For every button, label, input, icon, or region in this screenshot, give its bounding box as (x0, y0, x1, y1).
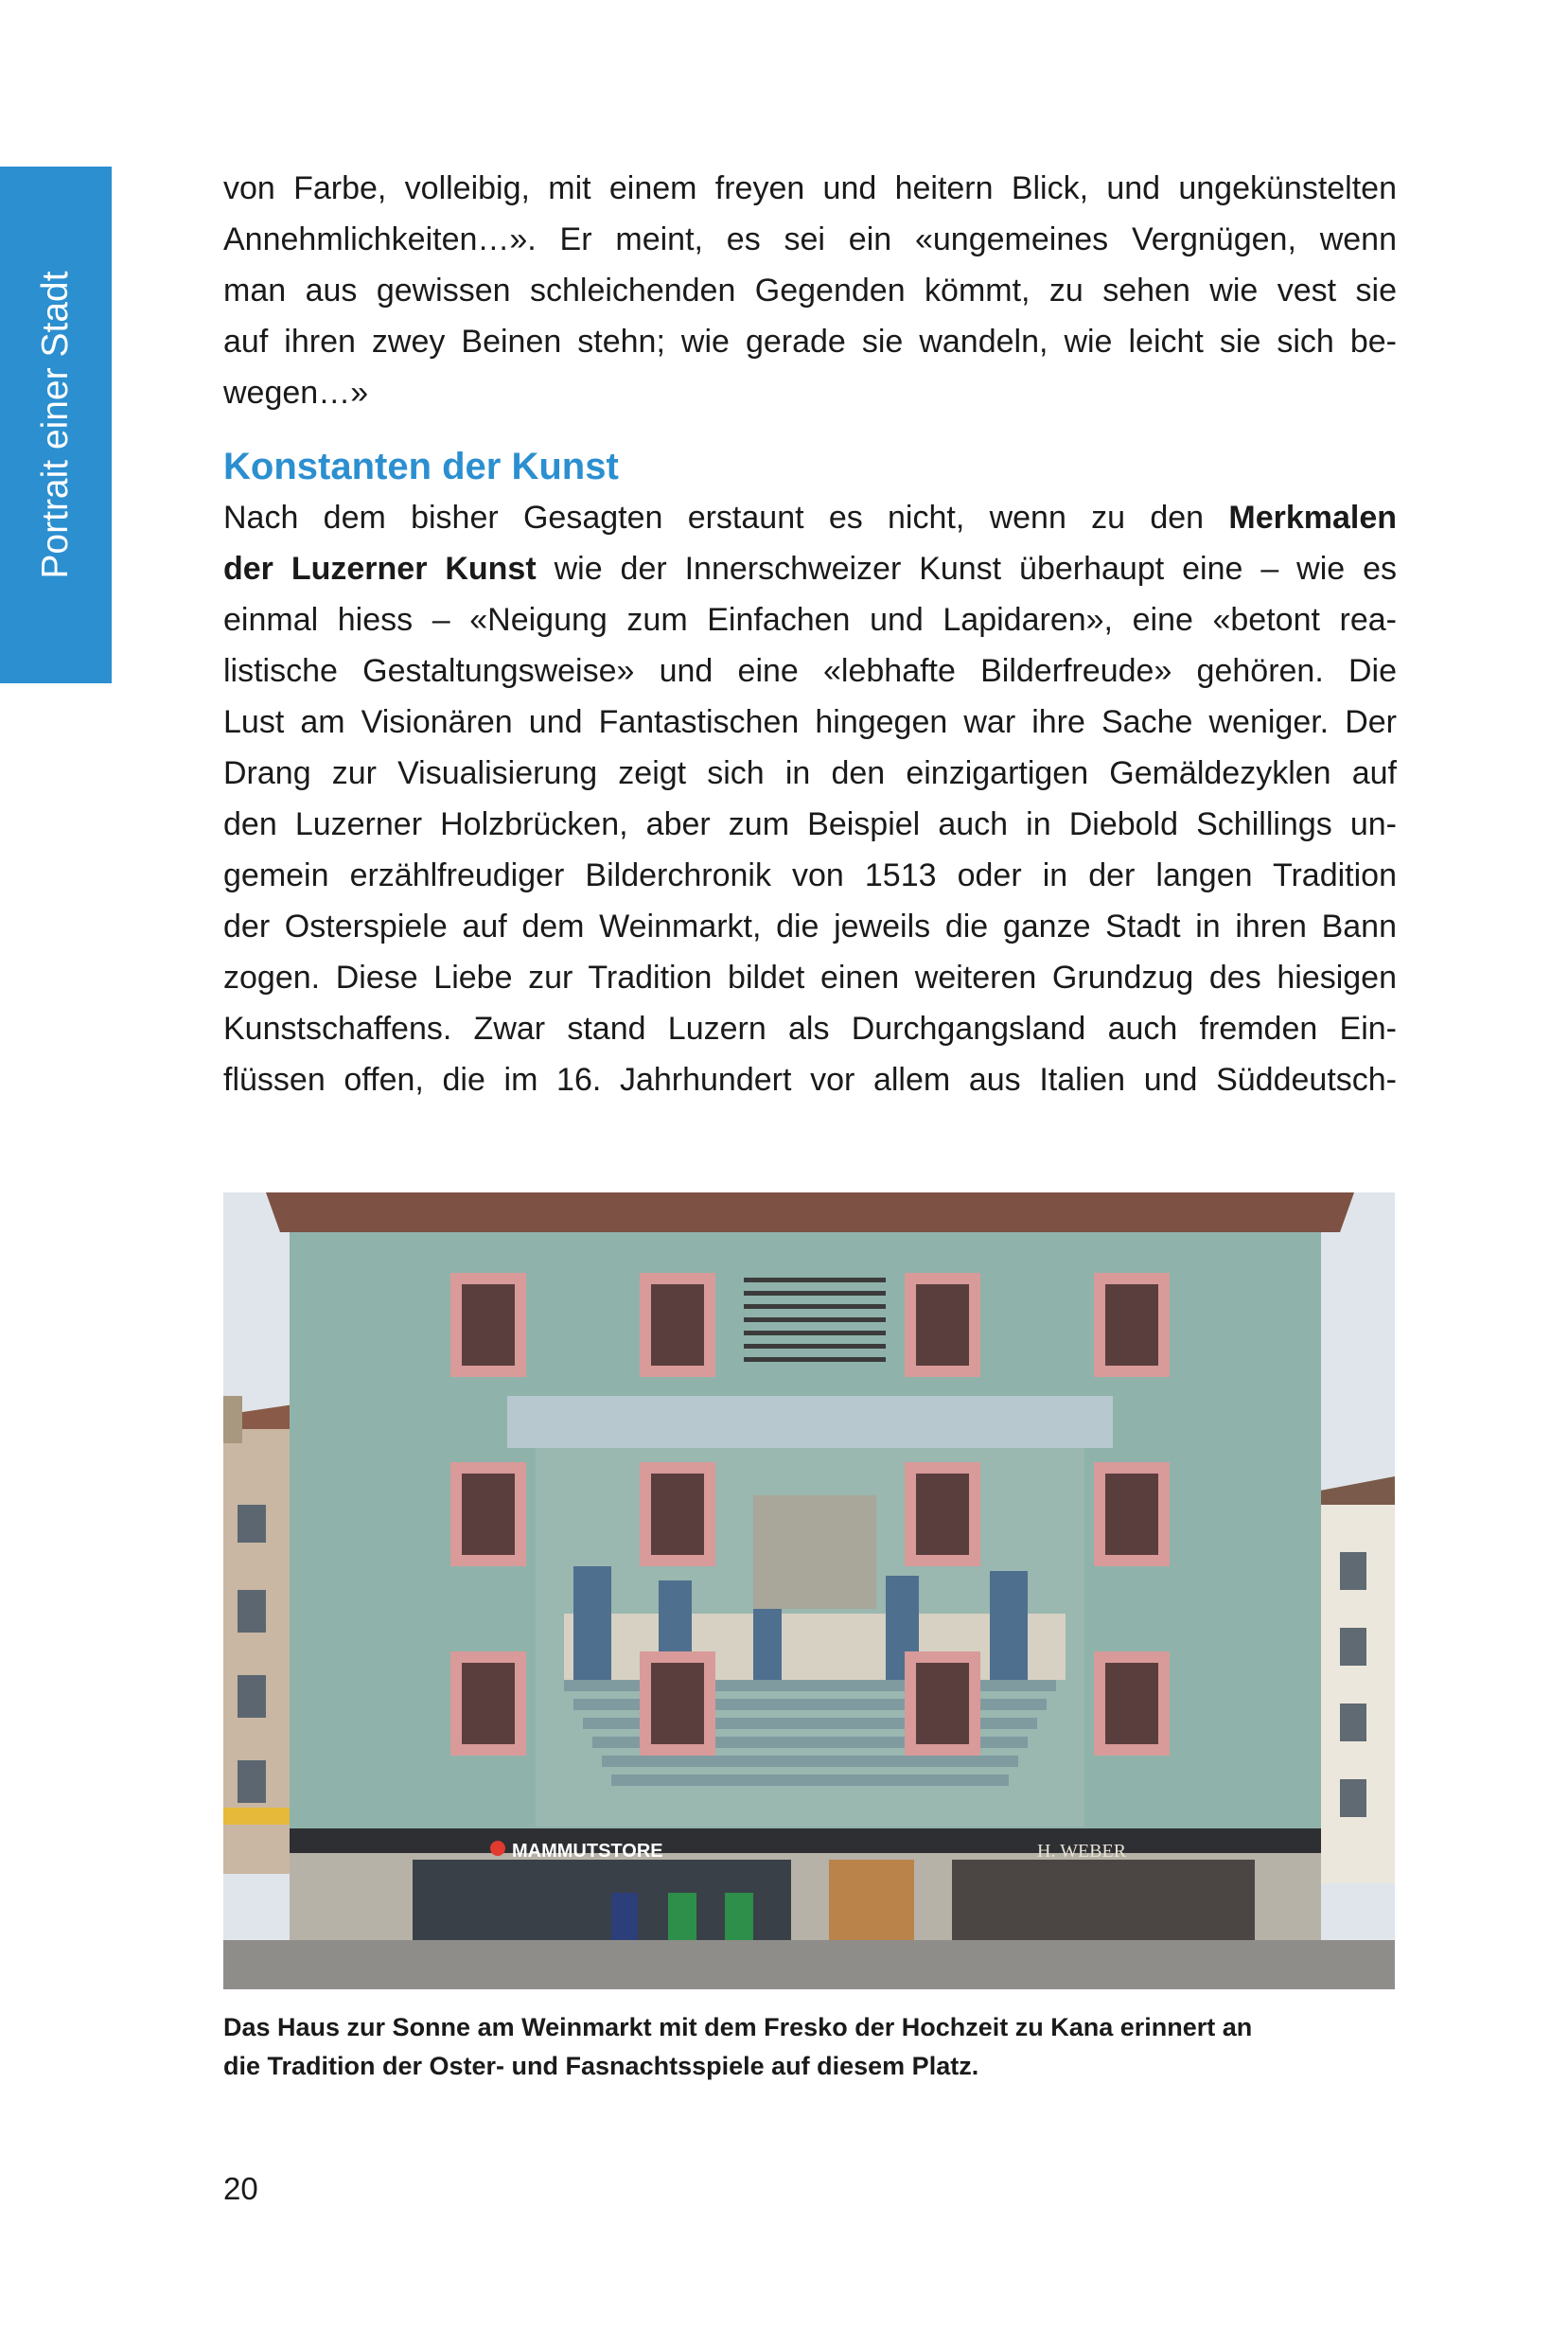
text-line: flüssen offen, die im 16. Jahrhundert vor allem aus Italien und Süddeutsch- (223, 1062, 1397, 1098)
body-text (223, 163, 1397, 1105)
text-line (223, 543, 1397, 594)
section-heading: Konstanten der Kunst (223, 446, 619, 487)
text-line: den Luzerner Holzbrücken, aber zum Beispiel auch in Diebold Schillings un- (223, 806, 1397, 842)
text-line: von Farbe, volleibig, mit einem freyen und heitern Blick, und ungekünstelten (223, 170, 1397, 206)
text-line: gemein erzählfreudiger Bilderchronik von 1513 oder in der langen Tradition (223, 857, 1397, 893)
page-number: 20 (223, 2171, 258, 2206)
section-tab-label: Portrait einer Stadt (35, 271, 76, 579)
store-sign-left: MAMMUTSTORE (512, 1841, 663, 1862)
text-line: Lust am Visionären und Fantastischen hingegen war ihre Sache weniger. Der (223, 704, 1397, 740)
building-illustration (223, 1192, 1395, 1989)
section-tab (0, 167, 112, 683)
caption-line: Das Haus zur Sonne am Weinmarkt mit dem Fresko der Hochzeit zu Kana erinnert an (223, 2013, 1253, 2041)
text-line: man aus gewissen schleichenden Gegenden kömmt, zu sehen wie vest sie (223, 273, 1397, 309)
text-run: wie der Innerschweizer Kunst überhaupt eine – wie es (554, 551, 1397, 587)
text-run: Nach dem bisher Gesagten erstaunt es nicht, wenn zu den (223, 500, 1205, 536)
bold-term: Merkmalen (1228, 500, 1398, 536)
building-photo (223, 1192, 1395, 1989)
text-line: Annehmlichkeiten…». Er meint, es sei ein «ungemeines Vergnügen, wenn (223, 221, 1397, 257)
text-line: zogen. Diese Liebe zur Tradition bildet einen weiteren Grundzug des hiesigen (223, 960, 1397, 996)
text-line: der Osterspiele auf dem Weinmarkt, die jeweils die ganze Stadt in ihren Bann (223, 909, 1397, 944)
text-line: auf ihren zwey Beinen stehn; wie gerade sie wandeln, wie leicht sie sich be- (223, 324, 1397, 360)
text-line: wegen…» (223, 375, 369, 411)
text-line: Kunstschaffens. Zwar stand Luzern als Durchgangsland auch fremden Ein- (223, 1011, 1397, 1047)
bold-term: der Luzerner Kunst (223, 551, 537, 587)
text-line: einmal hiess – «Neigung zum Einfachen und Lapidaren», eine «betont rea- (223, 602, 1397, 638)
photo-caption (223, 2008, 1397, 2086)
text-line (223, 492, 1397, 543)
caption-line: die Tradition der Oster- und Fasnachtsspiele auf diesem Platz. (223, 2052, 979, 2080)
store-sign-right: H. WEBER (1037, 1841, 1127, 1862)
text-line: listische Gestaltungsweise» und eine «lebhafte Bilderfreude» gehören. Die (223, 653, 1397, 689)
text-line: Drang zur Visualisierung zeigt sich in den einzigartigen Gemäldezyklen auf (223, 755, 1397, 791)
